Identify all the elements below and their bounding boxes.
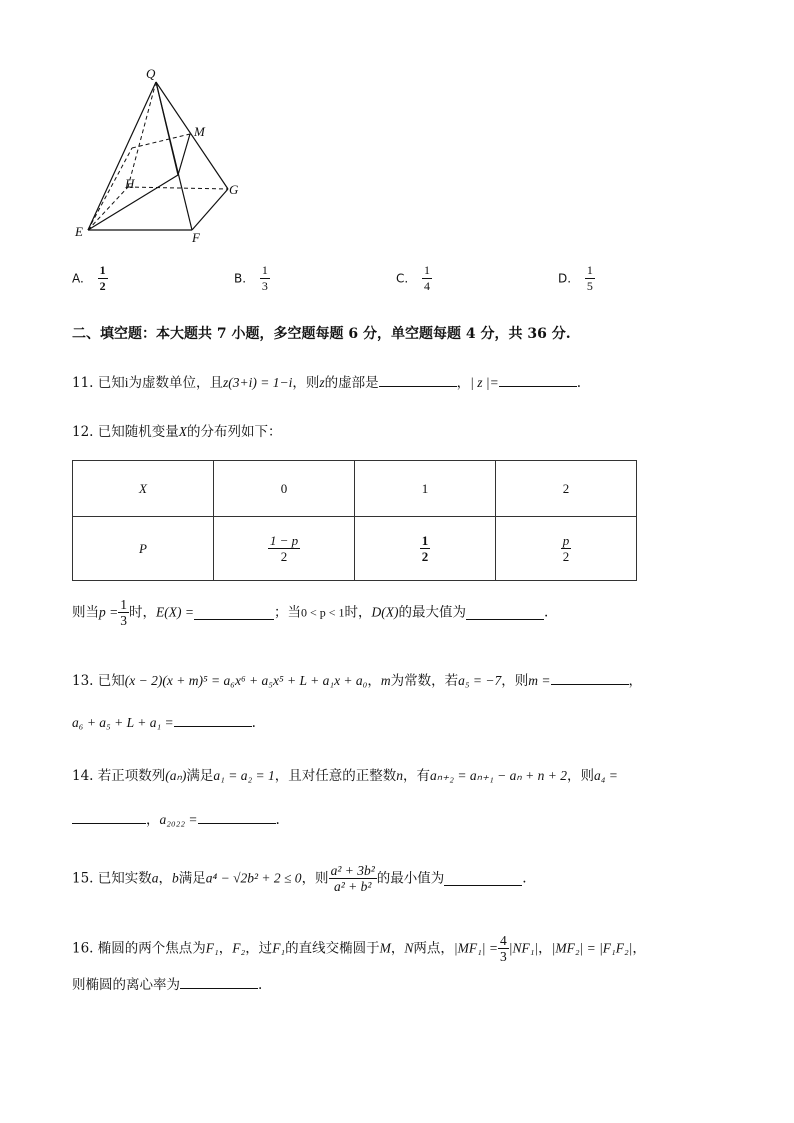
q11-expression: z(3+i) = 1−i xyxy=(223,375,293,390)
table-cell: 0 xyxy=(214,461,355,517)
edge-QG xyxy=(156,82,228,189)
q15-blank[interactable] xyxy=(444,872,522,886)
option-c-fraction: $\frac{1}{4}$ xyxy=(424,263,431,293)
question-14-line2: ，a₂₀₂₂ = . xyxy=(72,810,280,829)
q13-blank-1[interactable] xyxy=(551,671,629,685)
label-M: M xyxy=(194,124,205,139)
q16-blank[interactable] xyxy=(180,975,258,989)
option-a[interactable] xyxy=(72,263,108,294)
q14-number: 14. xyxy=(72,768,94,784)
question-16: 16. 椭圆的两个焦点为F₁，F₂，过F₁的直线交椭圆于M，N两点，|MF₁| = $\frac{4}{3}$ |NF₁|，|MF₂| = |F₁F₂|， xyxy=(72,933,646,964)
edge-dash-M xyxy=(132,134,190,148)
q11-number: 11. xyxy=(72,375,94,391)
question-15: 15. 已知实数a，b满足a⁴ − √2b² + 2 ≤ 0，则 $\frac{\text{a² + 3b²}}{\text{a² + b²}}$ 的最小值为 . xyxy=(72,863,527,894)
q16-number: 16. xyxy=(72,940,94,957)
label-F: F xyxy=(192,230,200,245)
question-16-line2: 则椭圆的离心率为 . xyxy=(72,977,263,993)
edge-FG xyxy=(192,189,228,230)
option-a-letter: A. xyxy=(72,271,84,286)
question-12: 12. 已知随机变量X的分布列如下： xyxy=(72,424,282,440)
table-row xyxy=(73,517,637,581)
table-cell: 2 xyxy=(496,461,637,517)
label-G: G xyxy=(229,182,239,197)
edge-QE xyxy=(88,82,156,230)
question-13-line2: a₆ + a₅ + L + a₁ = . xyxy=(72,715,256,731)
edge-EH xyxy=(88,187,128,230)
section-title: 二、填空题：本大题共 7 小题，多空题每题 6 分，单空题每题 4 分，共 36 分. xyxy=(72,326,571,342)
option-b-letter: B. xyxy=(234,271,247,286)
q12-blank-2[interactable] xyxy=(466,606,544,620)
table-cell: X xyxy=(73,461,214,517)
option-d-fraction: $\frac{1}{5}$ xyxy=(586,263,593,293)
option-d-letter: D. xyxy=(558,271,572,286)
q13-blank-2[interactable] xyxy=(174,713,252,727)
option-c-letter: C. xyxy=(396,271,409,286)
edge-mid-Q xyxy=(156,82,178,175)
distribution-table xyxy=(72,460,637,581)
label-Q: Q xyxy=(146,66,156,81)
q14-blank-2[interactable] xyxy=(198,810,276,824)
q12-number: 12. xyxy=(72,424,94,440)
option-d[interactable] xyxy=(558,263,595,294)
option-c[interactable] xyxy=(396,263,432,294)
edge-HG xyxy=(128,187,228,189)
table-cell: $\frac{1}{2}$ xyxy=(355,517,496,581)
question-14: 14. 若正项数列(aₙ)满足a₁ = a₂ = 1，且对任意的正整数n，有aₙ₊₂ = aₙ₊₁ − aₙ + n + 2，则a₄ = xyxy=(72,768,618,784)
q11-blank-2[interactable] xyxy=(499,373,577,387)
table-cell: 1 xyxy=(355,461,496,517)
q13-expression: (x − 2)(x + m)⁵ = a₆x⁶ + a₅x⁵ + L + a₁x + a₀ xyxy=(124,673,368,688)
edge-mid-M xyxy=(178,134,190,175)
label-E: E xyxy=(75,224,83,239)
q15-fraction: $\frac{\text{a² + 3b²}}{\text{a² + b²}}$ xyxy=(330,863,375,894)
table-cell: P xyxy=(73,517,214,581)
pyramid-figure xyxy=(70,62,250,247)
option-b[interactable] xyxy=(234,263,270,294)
option-a-fraction: $\frac{1}{2}$ xyxy=(99,263,106,293)
label-H: H xyxy=(125,176,135,191)
table-row xyxy=(73,461,637,517)
table-cell: $\frac{p}{2}$ xyxy=(496,517,637,581)
option-b-fraction: $\frac{1}{3}$ xyxy=(261,263,268,293)
q12-blank-1[interactable] xyxy=(194,606,274,620)
question-13: 13. 已知(x − 2)(x + m)⁵ = a₆x⁶ + a₅x⁵ + L + a₁x + a₀，m为常数，若a₅ = −7，则m = ， xyxy=(72,673,643,689)
q13-number: 13. xyxy=(72,673,94,689)
q14-blank-1[interactable] xyxy=(72,810,146,824)
q11-blank-1[interactable] xyxy=(379,373,457,387)
table-cell: $\frac{1 - p}{2}$ xyxy=(214,517,355,581)
question-12-line2: 则当p = $\frac{1}{3}$ 时，E(X) = ；当0 < p < 1时，D(X)的最大值为 . xyxy=(72,597,549,628)
q15-number: 15. xyxy=(72,870,94,887)
question-11: 11. 已知i为虚数单位，且z(3+i) = 1−i，则z的虚部是 ，| z |= . xyxy=(72,375,581,391)
